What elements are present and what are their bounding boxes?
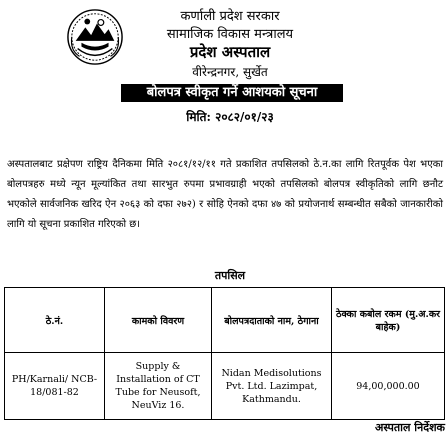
signature-hospital-director: अस्पताल निर्देशक [374,421,445,434]
government-name: कर्णाली प्रदेश सरकार [180,9,280,24]
ministry-name: सामाजिक विकास मन्त्रालय [166,27,294,42]
notice-paragraph: अस्पतालबाट प्रक्षेपण राष्ट्रिय दैनिकमा मिति २०८१/१२/११ गते प्रकाशित तपसिलको ठे.न.का लागि रितपूर्वक पेश भएका बोलपत्रहरु मध्ये न्यून मूल्यांकित तथा सारभुत रुपमा प्रभावग्राही भएको तपसिलको बोलपत्र स्वीकृतिको लागि छनौट भएकोले सार्वजनिक खरिद ऐन २०६३ को दफा २७२) र सोहि ऐनको दफा ४७ को प्रयोजनार्थ सम्बन्धीत सबैको जानकारीको लागि यो सूचना प्रकाशित गरिएको छ। [7,159,443,230]
notice-title-banner: बोलपत्र स्वीकृत गर्ने आशयको सूचना [121,84,343,102]
hospital-address: वीरेन्द्रनगर, सुर्खेत [192,65,268,79]
notice-date: मिति: २०८२/०१/२३ [186,110,274,124]
column-header-contract-amount: ठेक्का कबोल रकम (मु.अ.कर बाहेक) [332,288,445,353]
cell-work-description: Supply & Installation of CT Tube for Neusoft, NeuViz 16. [105,353,212,420]
nepal-government-emblem-icon [66,8,124,66]
cell-contract-amount: 94,00,000.00 [332,353,445,420]
notice-body [7,155,443,235]
hospital-name: प्रदेश अस्पताल [189,43,271,61]
cell-contract-no: PH/Karnali/ NCB- 18/081-82 [5,353,105,420]
cell-bidder-name-address: Nidan Medisolutions Pvt. Ltd. Lazimpat, Kathmandu. [212,353,332,420]
tender-table [4,287,445,420]
details-section-label: तपसिल [214,269,246,282]
column-header-work-description: कामको विवरण [105,288,212,353]
table-row [5,353,445,420]
table-header-row [5,288,445,353]
column-header-bidder-name-address: बोलपत्रदाताको नाम, ठेगाना [212,288,332,353]
column-header-contract-no: ठे.नं. [5,288,105,353]
